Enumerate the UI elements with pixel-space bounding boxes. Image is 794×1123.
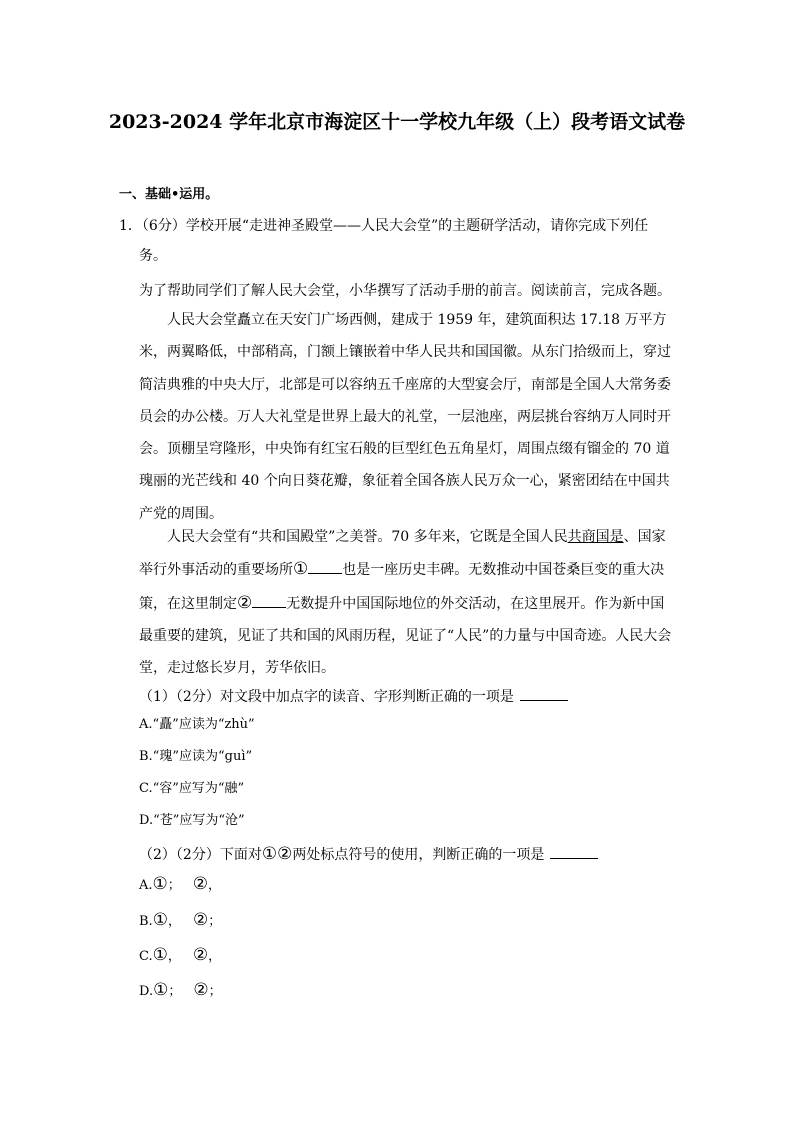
option-marker-1: ①	[152, 874, 168, 894]
option-marker-2: ②	[192, 945, 209, 965]
underlined-phrase: 共商国是	[567, 529, 624, 545]
option-punct-1: ；	[167, 878, 181, 893]
stem-marker-1: ①	[261, 844, 278, 864]
option-letter: D.	[139, 984, 154, 999]
sub-question-2-text-b: 两处标点符号的使用，判断正确的一项是	[292, 847, 545, 863]
answer-blank-1	[520, 686, 568, 701]
option-punct-2: ；	[208, 984, 222, 999]
passage-p2-text-b: 、国家举行外事活动的重要场所	[139, 529, 666, 579]
option-letter: B.	[139, 914, 153, 929]
answer-blank-2	[550, 844, 598, 859]
passage-p2-text-a: 人民大会堂有“共和国殿堂”之美誉。70 多年来，它既是全国人民	[167, 529, 568, 545]
passage-p2-text-d: 无数提升中国国际地位的外交活动，在这里展开。作为新中国最重要的建筑，见证了共和国的风雨历程，见证了“人民”的力量与中国奇迹。人民大会堂，走过悠长岁月，芳华依旧。	[139, 595, 672, 677]
option-marker-1: ①	[152, 910, 168, 930]
sub2-option-d	[139, 981, 222, 1001]
option-punct-2: ，	[208, 878, 222, 893]
option-punct-1: ，	[167, 949, 181, 964]
sub-question-2-text-a: （2）（2分）下面对	[139, 847, 262, 863]
sub-question-2-stem	[139, 844, 598, 864]
blank-marker-2: ②	[237, 592, 253, 613]
option-punct-2: ，	[208, 949, 222, 964]
option-letter: A.	[139, 878, 153, 893]
option-punct-1: ；	[168, 984, 182, 999]
sub1-option-d: D.“苍”应写为“沧”	[139, 813, 245, 828]
sub2-option-a	[139, 875, 221, 895]
sub2-option-b	[139, 911, 221, 931]
option-marker-1: ①	[152, 945, 168, 965]
sub1-option-b: B.“瑰”应读为“guì”	[139, 749, 253, 764]
option-marker-2: ②	[193, 980, 209, 1000]
sub-question-1-stem	[139, 686, 568, 706]
page-title: 2023-2024 学年北京市海淀区十一学校九年级（上）段考语文试卷	[108, 111, 686, 133]
blank-marker-1: ①	[293, 559, 309, 580]
sub2-option-c	[139, 946, 221, 966]
question-1-stem: 1．（6分）学校开展“走进神圣殿堂——人民大会堂”的主题研学活动，请你完成下列任	[119, 218, 649, 234]
sub-question-1-text: （1）（2分）对文段中加点字的读音、字形判断正确的一项是	[139, 689, 514, 705]
option-punct-2: ；	[208, 914, 222, 929]
passage-paragraph-1	[139, 304, 674, 530]
question-1-intro: 为了帮助同学们了解人民大会堂，小华撰写了活动手册的前言。阅读前言，完成各题。	[139, 283, 671, 299]
blank-1	[308, 559, 342, 574]
question-1-stem-continued: 务。	[139, 248, 167, 264]
option-punct-1: ，	[167, 914, 181, 929]
passage-paragraph-1-text: 人民大会堂矗立在天安门广场西侧，建成于 1959 年，建筑面积达 17.18 万平方米，两翼略低，中部稍高，门额上镶嵌着中华人民共和国国徽。从东门拾级而上，穿过简洁典雅的中央大厅，北部是可以容纳五千座席的大型宴会厅，南部是全国人大常务委员会的办公楼。万人大礼堂是世界上最大的礼堂，一层池座，两层挑台容纳万人同时开会。顶棚呈穹隆形，中央饰有红宝石般的巨型红色五角星灯，周围点缀有镏金的 70 道瑰丽的光芒线和 40 个向日葵花瓣，象征着全国各族人民万众一心，紧密团结在中国共产党的周围。	[139, 312, 671, 522]
passage-paragraph-2	[139, 521, 674, 684]
option-letter: C.	[139, 949, 153, 964]
stem-marker-2: ②	[277, 844, 293, 864]
option-marker-2: ②	[192, 874, 209, 894]
option-marker-1: ①	[153, 980, 169, 1000]
sub1-option-a: A.“矗”应读为“zhù”	[139, 717, 255, 732]
section-heading: 一、基础•运用。	[119, 187, 219, 202]
passage-p2-text-c: 也是一座历史丰碑。无数推动中国苍桑巨变的重大决策，在这里制定	[139, 562, 665, 612]
sub1-option-c: C.“容”应写为“融”	[139, 781, 245, 796]
option-marker-2: ②	[192, 910, 209, 930]
blank-2	[252, 593, 286, 608]
